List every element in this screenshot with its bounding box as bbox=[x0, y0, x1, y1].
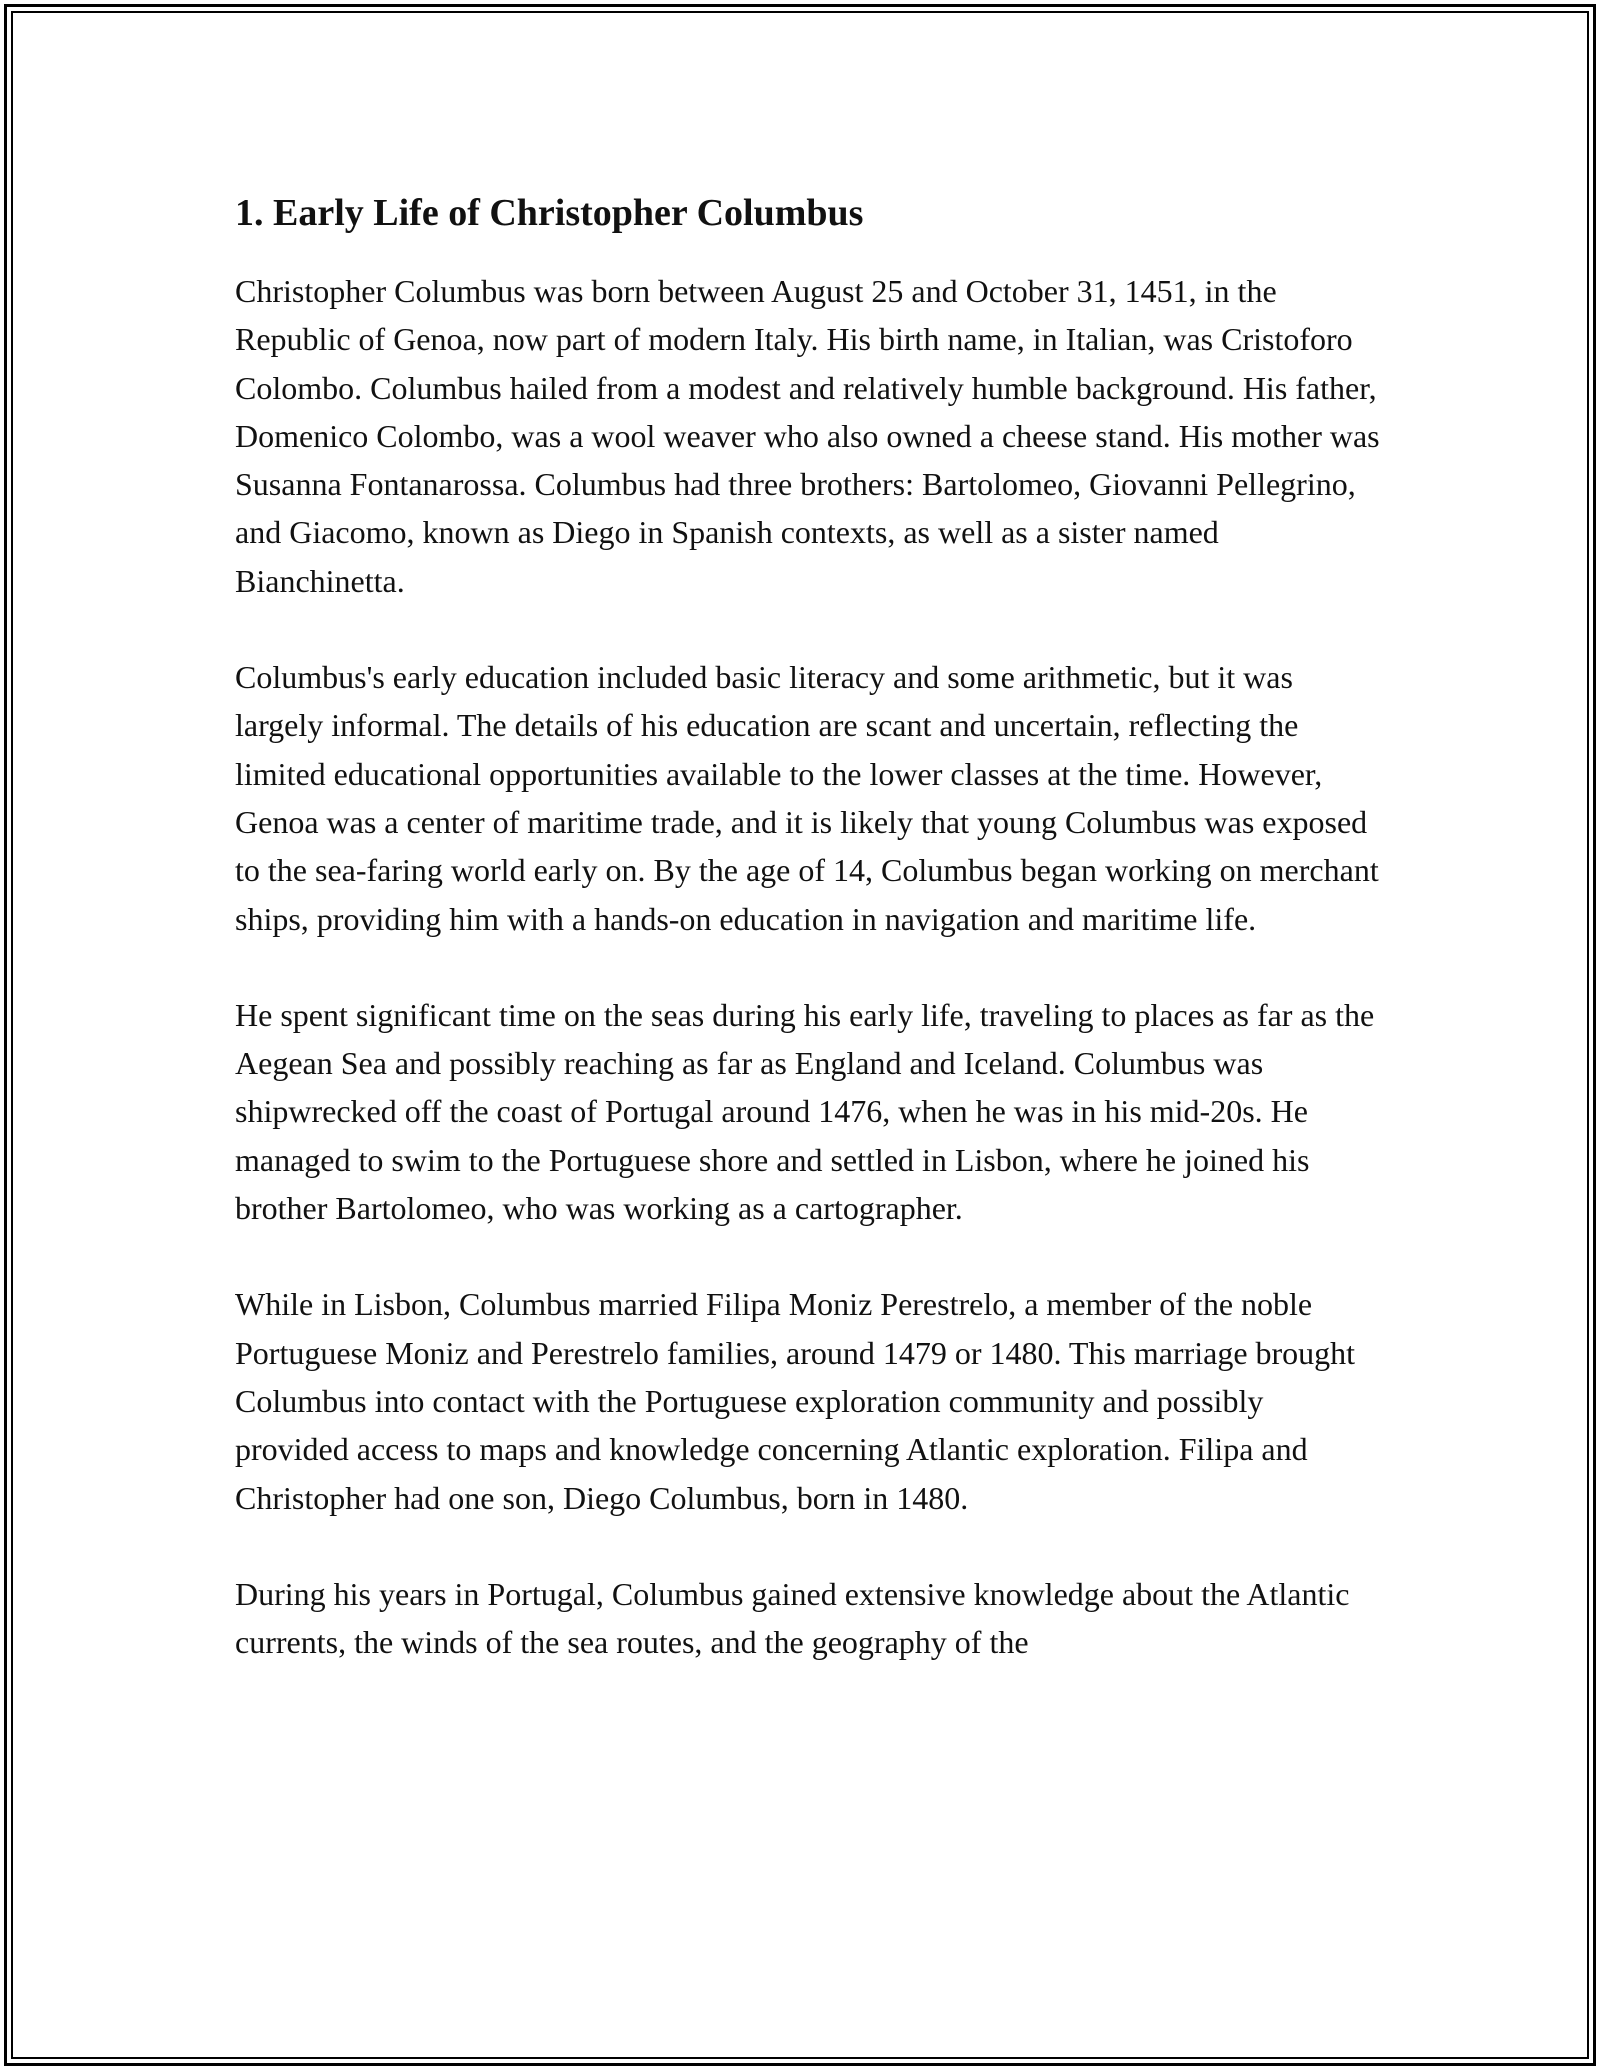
document-body bbox=[235, 183, 1380, 1714]
paragraph-marriage-lisbon: While in Lisbon, Columbus married Filipa Moniz Perestrelo, a member of the noble Portuguese Moniz and Perestrelo families, around 1479 or 1480. This marriage brought Columbus into contact with the Portuguese exploration community and possibly provided access to maps and knowledge concerning Atlantic exploration. Filipa and Christopher had one son, Diego Columbus, born in 1480. bbox=[235, 1286, 1356, 1516]
section-heading: 1. Early Life of Christopher Columbus bbox=[235, 192, 864, 234]
paragraph-sea-travels: He spent significant time on the seas during his early life, traveling to places as far as the Aegean Sea and possibly reaching as far as England and Iceland. Columbus was shipwrecked off the coast of Portugal around 1476, when he was in his mid-20s. He managed to swim to the Portuguese shore and settled in Lisbon, where he joined his brother Bartolomeo, who was working as a cartographer. bbox=[235, 996, 1375, 1227]
paragraph-birth-and-family: Christopher Columbus was born between August 25 and October 31, 1451, in the Republic of Genoa, now part of modern Italy. His birth name, in Italian, was Cristoforo Colombo. Columbus hailed from a modest and relatively humble background. His father, Domenico Colombo, was a wool weaver who also owned a cheese stand. His mother was Susanna Fontanarossa. Columbus had three brothers: Bartolomeo, Giovanni Pellegrino, and Giacomo, known as Diego in Spanish contexts, as well as a sister named Bianchinetta. bbox=[235, 273, 1380, 599]
paragraph-education: Columbus's early education included basic literacy and some arithmetic, but it was largely informal. The details of his education are scant and uncertain, reflecting the limited educational opportunities available to the lower classes at the time. However, Genoa was a center of maritime trade, and it is likely that young Columbus was exposed to the sea-faring world early on. By the age of 14, Columbus began working on merchant ships, providing him with a hands-on education in navigation and maritime life. bbox=[235, 659, 1379, 937]
paragraph-portugal-knowledge: During his years in Portugal, Columbus gained extensive knowledge about the Atlantic currents, the winds of the sea routes, and the geography of the bbox=[235, 1575, 1350, 1661]
